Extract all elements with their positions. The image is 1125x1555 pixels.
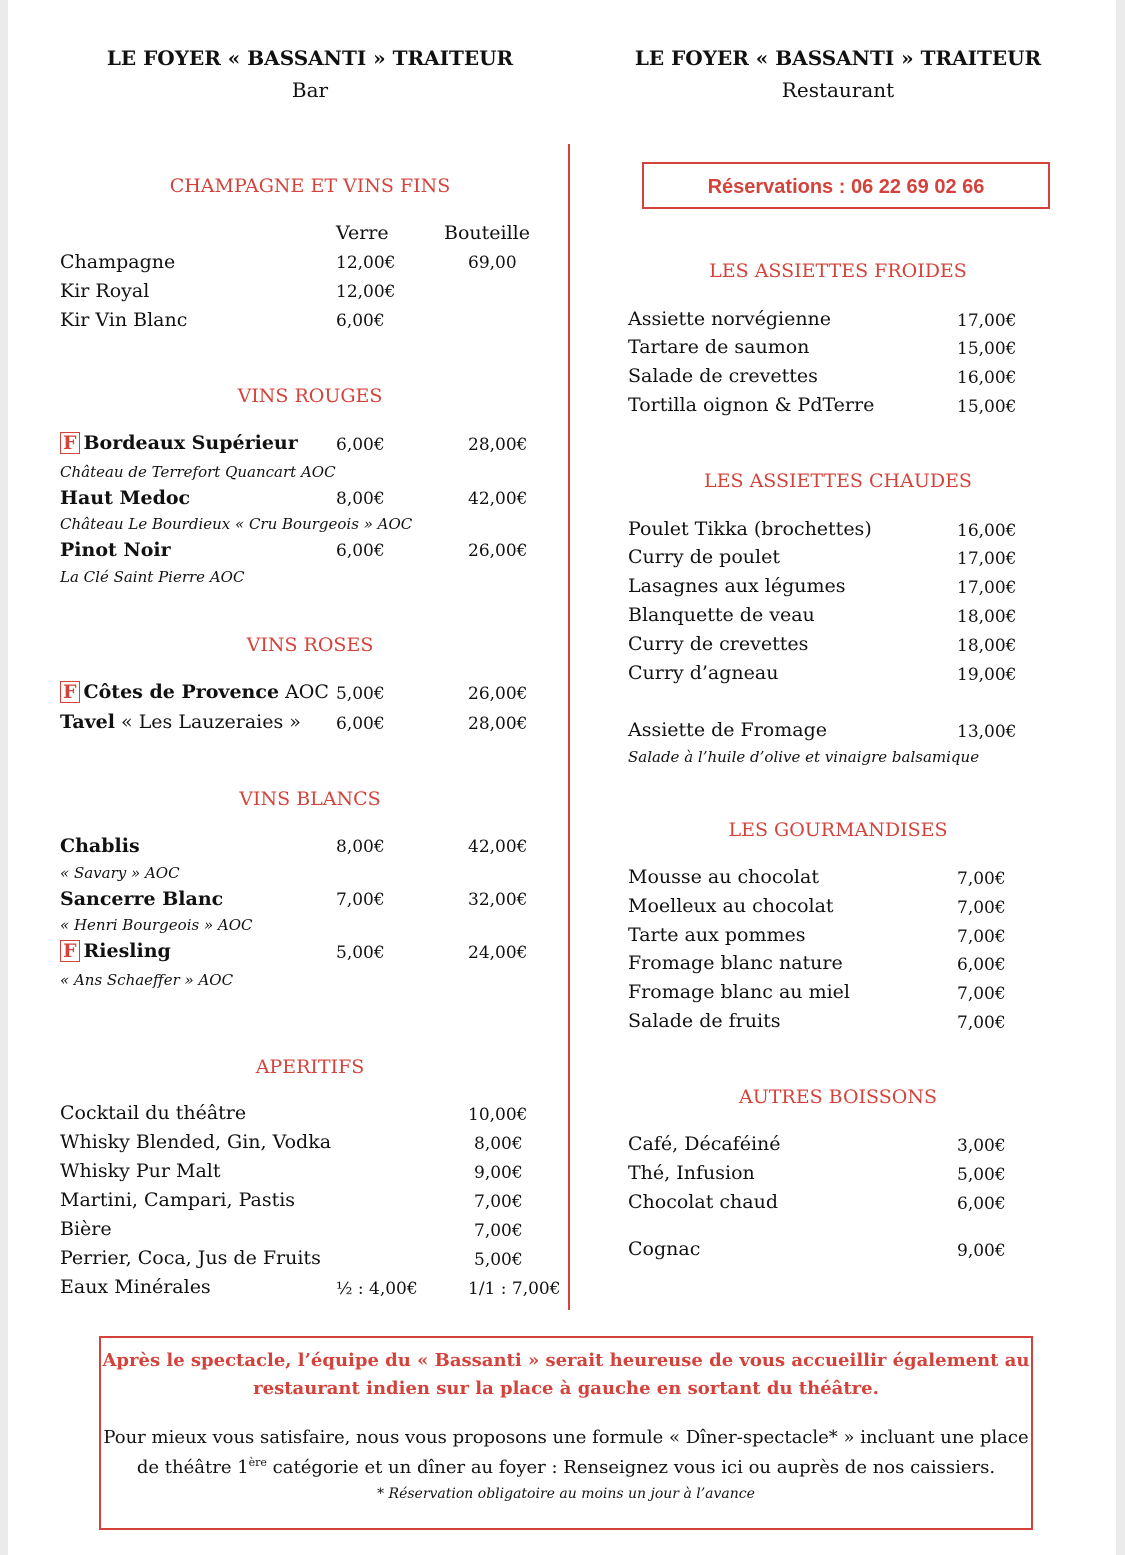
french-badge: F <box>60 432 80 454</box>
menu-item-name: Kir Vin Blanc <box>60 309 188 331</box>
menu-item-description: Salade à l’huile d’olive et vinaigre balsamique <box>628 748 980 766</box>
restaurant-header-title: LE FOYER « BASSANTI » TRAITEUR <box>634 46 1042 70</box>
price-bottle: 42,00€ <box>468 837 528 857</box>
footer-note: * Réservation obligatoire au moins un jour à l’avance <box>377 1486 755 1502</box>
wine-item: F Riesling <box>60 940 171 962</box>
price: 7,00€ <box>474 1192 523 1212</box>
footer-info-box <box>99 1336 1033 1530</box>
menu-item-name: Curry d’agneau <box>628 662 779 684</box>
price: 13,00€ <box>957 722 1017 742</box>
menu-item-name: Mousse au chocolat <box>628 866 819 888</box>
wine-description: Château de Terrefort Quancart AOC <box>60 463 336 481</box>
menu-item-name: Tortilla oignon & PdTerre <box>628 394 875 416</box>
price: 18,00€ <box>957 636 1017 656</box>
price: 16,00€ <box>957 521 1017 541</box>
menu-item-name: Eaux Minérales <box>60 1276 211 1298</box>
price-glass: 6,00€ <box>336 541 385 561</box>
price: 7,00€ <box>957 869 1006 889</box>
footer-highlight: Après le spectacle, l’équipe du « Bassanti » serait heureuse de vous accueillir également au <box>102 1350 1030 1371</box>
price-full: 1/1 : 7,00€ <box>468 1279 561 1299</box>
french-badge: F <box>60 940 80 962</box>
price: 15,00€ <box>957 339 1017 359</box>
menu-item-name: Whisky Blended, Gin, Vodka <box>60 1131 332 1153</box>
section-title-autres-boissons: AUTRES BOISSONS <box>739 1086 937 1108</box>
french-badge: F <box>60 681 80 703</box>
menu-item-name: Perrier, Coca, Jus de Fruits <box>60 1247 321 1269</box>
price-half: ½ : 4,00€ <box>336 1279 418 1299</box>
price-glass: 5,00€ <box>336 943 385 963</box>
price: 17,00€ <box>957 311 1017 331</box>
price-glass: 5,00€ <box>336 684 385 704</box>
menu-item-name: Champagne <box>60 251 176 273</box>
price-glass: 8,00€ <box>336 837 385 857</box>
menu-item-name: Thé, Infusion <box>628 1162 755 1184</box>
price: 6,00€ <box>957 955 1006 975</box>
price-glass: 6,00€ <box>336 714 385 734</box>
price-bottle: 28,00€ <box>468 435 528 455</box>
price: 5,00€ <box>957 1165 1006 1185</box>
wine-description: La Clé Saint Pierre AOC <box>60 568 245 586</box>
menu-item-name: Curry de poulet <box>628 546 780 568</box>
reservations-phone: Réservations : 06 22 69 02 66 <box>707 176 985 198</box>
price: 6,00€ <box>957 1194 1006 1214</box>
price-bottle: 26,00€ <box>468 684 528 704</box>
bar-header-subtitle: Bar <box>291 78 329 102</box>
menu-item-name: Assiette norvégienne <box>628 308 832 330</box>
section-title-vins-roses: VINS ROSES <box>246 634 374 656</box>
wine-item: Tavel « Les Lauzeraies » <box>60 711 301 733</box>
price-bottle: 24,00€ <box>468 943 528 963</box>
footer-text: de théâtre 1ère catégorie et un dîner au foyer : Renseignez vous ici ou auprès de nos caissiers. <box>136 1456 996 1478</box>
section-title-champagne: CHAMPAGNE ET VINS FINS <box>169 175 451 197</box>
price-bottle: 32,00€ <box>468 890 528 910</box>
price: 7,00€ <box>957 927 1006 947</box>
reservations-box <box>642 162 1050 209</box>
wine-description: « Henri Bourgeois » AOC <box>60 916 253 934</box>
restaurant-header-subtitle: Restaurant <box>781 78 895 102</box>
wine-description: « Ans Schaeffer » AOC <box>60 971 234 989</box>
col-header-bottle: Bouteille <box>444 222 530 244</box>
menu-item-name: Whisky Pur Malt <box>60 1160 221 1182</box>
price-glass: 7,00€ <box>336 890 385 910</box>
menu-item-name: Poulet Tikka (brochettes) <box>628 518 872 540</box>
menu-page <box>8 0 1116 1555</box>
menu-item-name: Assiette de Fromage <box>628 719 827 741</box>
price-bottle: 69,00 <box>468 253 517 273</box>
price-glass: 6,00€ <box>336 311 385 331</box>
menu-item-name: Salade de crevettes <box>628 365 818 387</box>
section-title-vins-blancs: VINS BLANCS <box>239 788 381 810</box>
menu-item-name: Martini, Campari, Pastis <box>60 1189 296 1211</box>
price: 7,00€ <box>957 984 1006 1004</box>
price: 3,00€ <box>957 1136 1006 1156</box>
price: 8,00€ <box>474 1134 523 1154</box>
menu-item-name: Kir Royal <box>60 280 150 302</box>
bar-header-title: LE FOYER « BASSANTI » TRAITEUR <box>106 46 514 70</box>
price-glass: 12,00€ <box>336 253 396 273</box>
menu-item-name: Moelleux au chocolat <box>628 895 834 917</box>
price: 17,00€ <box>957 578 1017 598</box>
price-glass: 8,00€ <box>336 489 385 509</box>
price: 9,00€ <box>957 1241 1006 1261</box>
wine-name: Haut Medoc <box>60 487 191 509</box>
menu-item-name: Curry de crevettes <box>628 633 809 655</box>
menu-item-name: Bière <box>60 1218 112 1240</box>
wine-item: F Côtes de Provence AOC <box>60 681 329 703</box>
price: 19,00€ <box>957 665 1017 685</box>
menu-item-name: Fromage blanc nature <box>628 952 843 974</box>
price: 7,00€ <box>957 1013 1006 1033</box>
wine-description: « Savary » AOC <box>60 864 180 882</box>
section-title-assiettes-froides: LES ASSIETTES FROIDES <box>709 260 967 282</box>
menu-item-name: Salade de fruits <box>628 1010 781 1032</box>
wine-description: Château Le Bourdieux « Cru Bourgeois » AOC <box>60 515 413 533</box>
price: 10,00€ <box>468 1105 528 1125</box>
footer-highlight: restaurant indien sur la place à gauche en sortant du théâtre. <box>253 1378 879 1399</box>
menu-item-name: Fromage blanc au miel <box>628 981 850 1003</box>
price-bottle: 42,00€ <box>468 489 528 509</box>
price: 18,00€ <box>957 607 1017 627</box>
price-glass: 6,00€ <box>336 435 385 455</box>
footer-text: Pour mieux vous satisfaire, nous vous proposons une formule « Dîner-spectacle* » incluant une place <box>103 1427 1029 1448</box>
price: 5,00€ <box>474 1250 523 1270</box>
wine-name: Pinot Noir <box>60 539 171 561</box>
wine-name: Chablis <box>60 835 140 857</box>
menu-item-name: Café, Décaféiné <box>628 1133 781 1155</box>
menu-item-name: Tarte aux pommes <box>628 924 806 946</box>
section-title-aperitifs: APERITIFS <box>255 1056 365 1078</box>
section-title-assiettes-chaudes: LES ASSIETTES CHAUDES <box>704 470 972 492</box>
price-bottle: 26,00€ <box>468 541 528 561</box>
price: 7,00€ <box>474 1221 523 1241</box>
section-title-vins-rouges: VINS ROUGES <box>237 385 383 407</box>
wine-item: F Bordeaux Supérieur <box>60 432 298 454</box>
menu-item-name: Blanquette de veau <box>628 604 815 626</box>
menu-item-name: Chocolat chaud <box>628 1191 778 1213</box>
menu-item-name: Cocktail du théâtre <box>60 1102 247 1124</box>
menu-item-name: Cognac <box>628 1238 701 1260</box>
price: 7,00€ <box>957 898 1006 918</box>
menu-item-name: Tartare de saumon <box>628 336 810 358</box>
wine-name: Sancerre Blanc <box>60 888 224 910</box>
price: 16,00€ <box>957 368 1017 388</box>
price: 17,00€ <box>957 549 1017 569</box>
price: 9,00€ <box>474 1163 523 1183</box>
price: 15,00€ <box>957 397 1017 417</box>
price-bottle: 28,00€ <box>468 714 528 734</box>
section-title-gourmandises: LES GOURMANDISES <box>728 819 948 841</box>
column-divider <box>568 144 570 1310</box>
col-header-glass: Verre <box>336 222 389 244</box>
menu-item-name: Lasagnes aux légumes <box>628 575 846 597</box>
price-glass: 12,00€ <box>336 282 396 302</box>
